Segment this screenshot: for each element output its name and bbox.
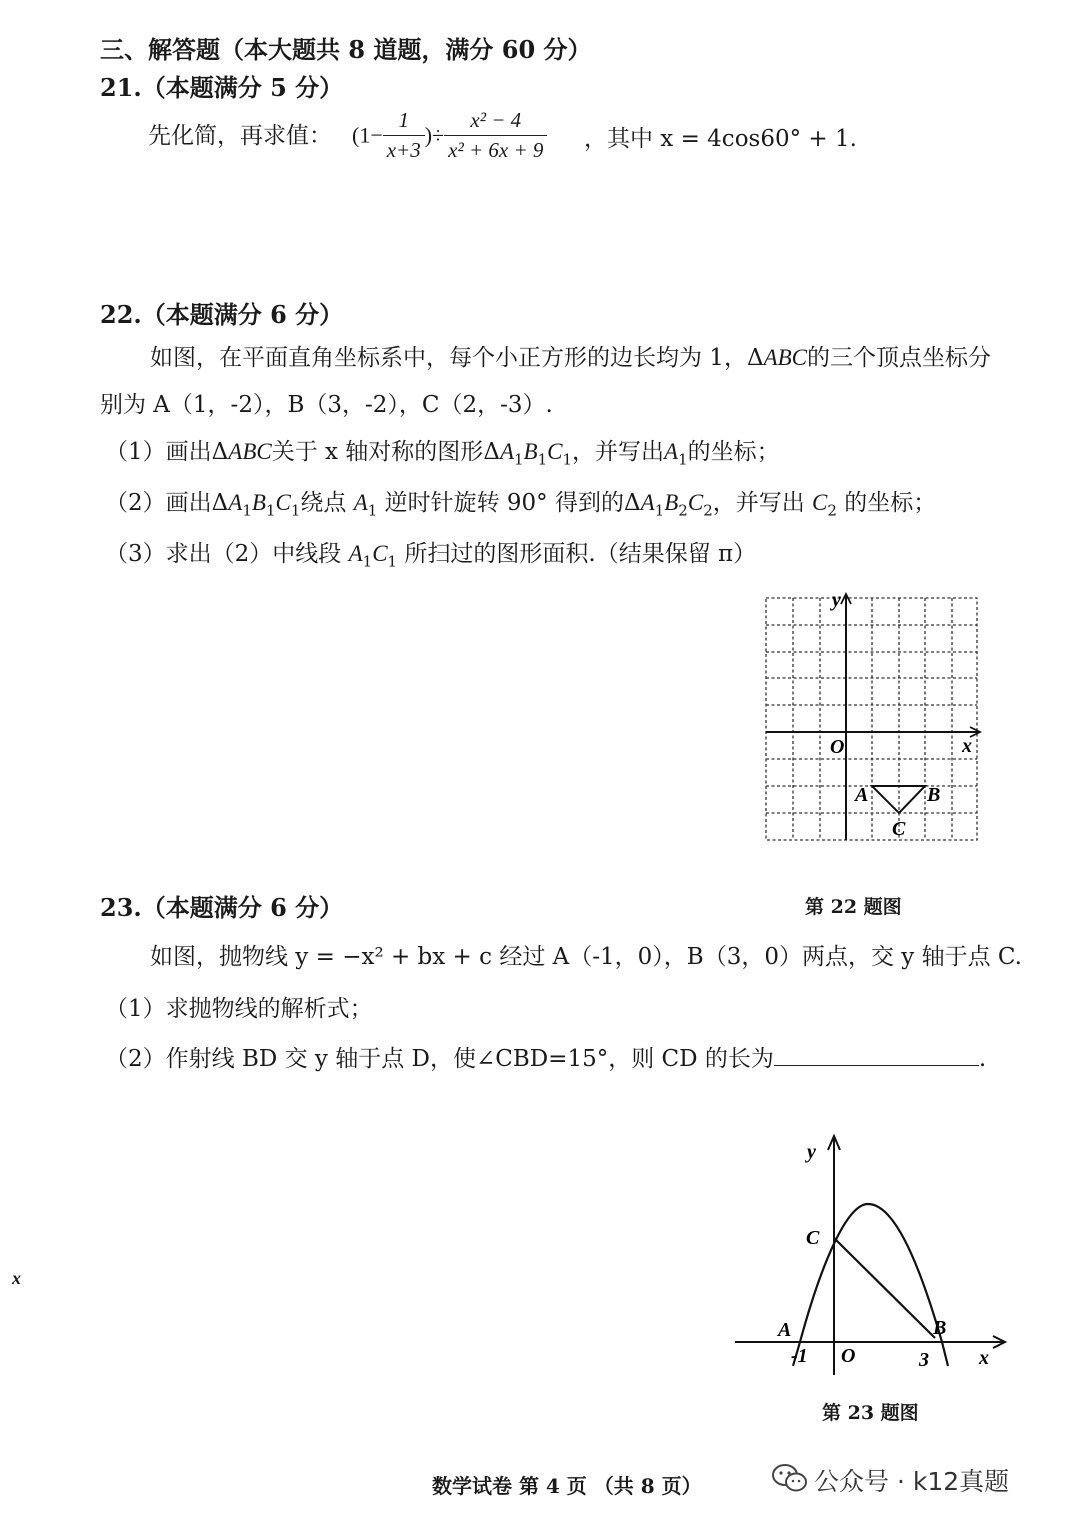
q22-part2-c: 逆时针旋转 90° 得到的 <box>384 490 624 516</box>
watermark <box>772 1462 1009 1498</box>
segment-cb <box>834 1238 935 1338</box>
q22-part2-d: ，并写出 <box>712 490 805 516</box>
tick-3-label: 3 <box>919 1349 929 1371</box>
q23-part2-text: （2）作射线 BD 交 y 轴于点 D，使∠CBD=15°，则 CD 的长为 <box>105 1046 774 1072</box>
q22-intro-line1 <box>150 339 991 372</box>
q22-part2-a: （2）画出 <box>105 490 212 516</box>
point-c-label: C <box>806 1227 820 1249</box>
q23-parabola-figure <box>730 1130 1020 1385</box>
q21-prompt: 先化简，再求值： <box>148 123 332 149</box>
origin-label: O <box>830 736 845 758</box>
q22-part2: （2）画出$\Delta A_1B_1C_1$绕点 $A_1$ 逆时针旋转 90° 得到的$\Delta A_1B_2C_2$，并写出 $C_2$ 的坐标； <box>105 490 937 520</box>
grid-lines <box>766 598 977 840</box>
wechat-icon <box>772 1463 808 1497</box>
q22-part1-c: ，并写出 <box>572 439 665 465</box>
page-footer: 数学试卷 第 4 页 （共 8 页） <box>432 1474 702 1498</box>
q21-condition: ，其中 x = 4cos60° + 1. <box>584 126 857 152</box>
q23-part1: （1）求抛物线的解析式； <box>105 996 373 1022</box>
triangle-abc-symbol: ΔABC <box>746 345 808 371</box>
point-b-label: B <box>927 784 941 806</box>
q22-intro-line2: 别为 A（1，-2），B（3，-2），C（2，-3）. <box>100 392 553 418</box>
q21-expression: (1− $\frac{1}{x+3}$ )÷ $\frac{\text{x² − 4}}{\text{x² + 6x + 9}}$ <box>352 108 547 163</box>
section-heading: 三、解答题（本大题共 8 道题，满分 60 分） <box>100 35 592 64</box>
q22-part1: （1）画出ΔABC关于 x 轴对称的图形$\Delta A_1B_1C_1$，并写出$A_1$的坐标； <box>105 439 780 469</box>
q23-part2-end: . <box>978 1046 987 1072</box>
q23-intro: 如图，抛物线 y = −x² + bx + c 经过 A（-1，0），B（3，0）两点，交 y 轴于点 C. <box>150 944 1022 970</box>
x-axis-label: x <box>962 735 972 757</box>
fraction-1-denominator: x+3 <box>386 138 421 162</box>
q22-intro1-end: 的三个顶点坐标分 <box>807 345 992 371</box>
q21-heading: 21.（本题满分 5 分） <box>100 73 344 102</box>
fraction-2 <box>444 108 547 163</box>
q22-grid-figure <box>760 590 985 850</box>
q23-heading: 23.（本题满分 6 分） <box>100 893 344 922</box>
q22-part1-a: （1）画出 <box>105 439 212 465</box>
point-c-label: C <box>892 818 906 840</box>
watermark-text: 公众号 · k12真题 <box>814 1467 1010 1496</box>
origin-label: O <box>841 1345 856 1367</box>
q22-heading: 22.（本题满分 6 分） <box>100 300 344 329</box>
q22-part1-b: 关于 x 轴对称的图形 <box>271 439 484 465</box>
stray-mark: x <box>12 1268 21 1288</box>
y-axis-label: y <box>807 1141 816 1163</box>
point-b-label: B <box>933 1317 947 1339</box>
q22-part3-a: （3）求出（2）中线段 <box>105 541 342 567</box>
fraction-2-numerator: x² − 4 <box>444 108 547 136</box>
fraction-1-numerator: 1 <box>383 108 425 136</box>
fraction-1 <box>383 108 425 163</box>
x-axis-label: x <box>979 1347 989 1369</box>
q22-part2-e: 的坐标； <box>844 490 937 516</box>
q22-figure-caption: 第 22 题图 <box>805 896 902 918</box>
q22-part2-b: 绕点 <box>300 490 347 516</box>
q22-part1-d: 的坐标； <box>687 439 780 465</box>
answer-blank[interactable] <box>774 1045 979 1066</box>
q23-part2 <box>105 1040 986 1073</box>
point-a-label: A <box>778 1319 792 1341</box>
tick-neg1-label: -1 <box>791 1345 808 1367</box>
q23-figure-caption: 第 23 题图 <box>822 1402 919 1424</box>
q22-intro1-text: 如图，在平面直角坐标系中，每个小正方形的边长均为 1， <box>150 345 747 371</box>
fraction-2-denominator: x² + 6x + 9 <box>448 138 544 162</box>
point-a-label: A <box>855 784 869 806</box>
q22-part3: （3）求出（2）中线段 $A_1C_1$ 所扫过的图形面积.（结果保留 π） <box>105 541 757 571</box>
y-axis-label: y <box>832 590 841 611</box>
q22-part3-b: 所扫过的图形面积.（结果保留 π） <box>404 541 757 567</box>
